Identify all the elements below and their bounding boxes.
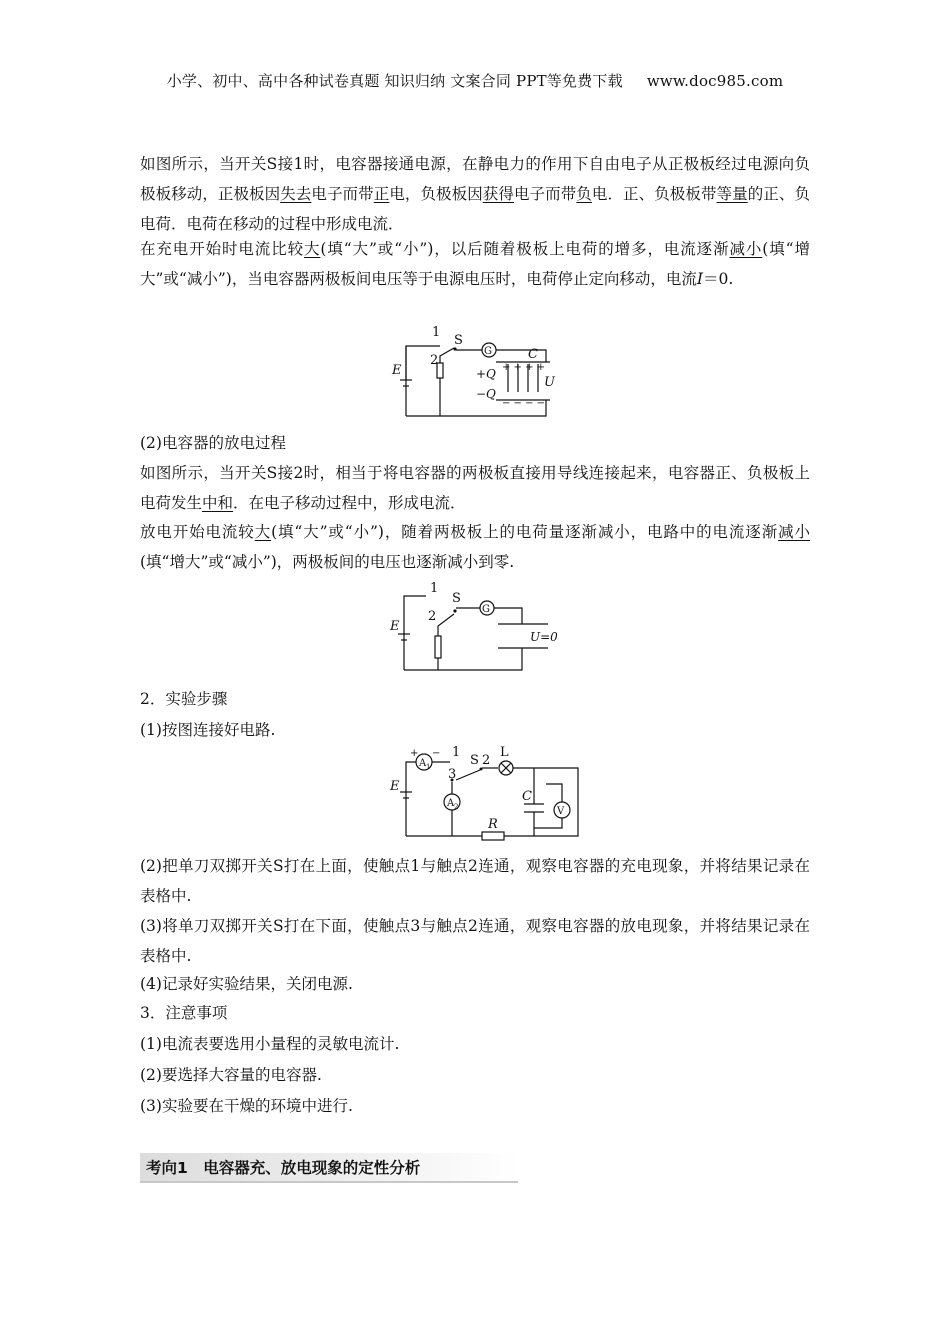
fig1-label-g: G: [484, 346, 492, 357]
fig2-label-s: S: [452, 591, 461, 606]
step-1: (1)按图连接好电路.: [140, 721, 276, 739]
topic-banner-underline: [140, 1181, 518, 1183]
fig2-label-u: U=0: [530, 630, 558, 644]
svg-text:− − − −: − − − −: [502, 398, 546, 409]
charging-circuit-diagram: [388, 322, 568, 422]
fig3-label-e: E: [390, 779, 400, 794]
fig1-label-2: 2: [430, 353, 439, 368]
fig3-label-a1: A: [419, 758, 427, 769]
svg-text:+ + + +: + + + +: [502, 362, 546, 373]
fig1-label-nq: −Q: [476, 387, 496, 401]
fig3-label-2: 2: [482, 753, 491, 768]
fig3-label-v: V: [557, 806, 565, 817]
page-header: [0, 70, 950, 91]
header-site: www.doc985.com: [646, 72, 784, 90]
fig2-label-2: 2: [428, 609, 437, 624]
note-1: (1)电流表要选用小量程的灵敏电流计.: [140, 1035, 400, 1053]
experiment-circuit-diagram: [386, 744, 582, 842]
fig3-label-a1-sub: 1: [426, 763, 431, 771]
steps-heading: 2．实验步骤: [140, 690, 228, 708]
fig3-label-c: C: [522, 789, 532, 804]
fig3-label-minus: −: [432, 748, 441, 759]
note-2: (2)要选择大容量的电容器.: [140, 1066, 322, 1084]
fig3-label-l: L: [500, 745, 509, 760]
fig3-label-1: 1: [452, 745, 461, 760]
header-text: 小学、初中、高中各种试卷真题 知识归纳 文案合同 PPT等免费下载: [166, 72, 623, 90]
topic-banner: [140, 1153, 518, 1187]
discharge-paragraph-2: 放电开始电流较大(填“大”或“小”)，随着两极板上的电荷量逐渐减小，电路中的电流逐渐减小(填“增大”或“减小”)，两极板间的电压也逐渐减小到零.: [140, 523, 810, 571]
fig1-label-1: 1: [432, 325, 441, 340]
discharging-circuit-diagram: [386, 578, 568, 676]
discharge-paragraph-1: 如图所示，当开关S接2时，相当于将电容器的两极板直接用导线连接起来，电容器正、负极板上电荷发生中和．在电子移动过程中，形成电流．: [140, 464, 810, 512]
discharge-heading: (2)电容器的放电过程: [140, 434, 286, 452]
fig1-label-e: E: [392, 363, 402, 378]
fig3-label-s: S: [470, 753, 479, 768]
charge-paragraph-1: 如图所示，当开关S接1时，电容器接通电源，在静电力的作用下自由电子从正极板经过电源向负极板移动，正极板因失去电子而带正电，负极板因获得电子而带负电．正、负极板带等量的正、负电荷．电荷在移动的过程中形成电流．: [140, 155, 810, 233]
fig3-label-r: R: [488, 817, 498, 832]
fig3-label-3: 3: [448, 767, 457, 782]
charge-paragraph-2: 在充电开始时电流比较大(填“大”或“小”)，以后随着极板上电荷的增多，电流逐渐减小(填“增大”或“减小”)，当电容器两极板间电压等于电源电压时，电荷停止定向移动，电流I＝0.: [140, 240, 810, 288]
fig1-label-u: U: [544, 375, 555, 390]
fig2-label-1: 1: [430, 581, 439, 596]
fig1-label-c: C: [528, 347, 538, 362]
fig3-label-a2-sub: 2: [454, 803, 459, 811]
fig2-label-e: E: [390, 619, 400, 634]
fig1-label-s: S: [454, 333, 463, 348]
fig2-label-g: G: [482, 604, 490, 615]
fig3-label-plus: +: [410, 748, 419, 759]
fig1-label-pq: +Q: [476, 367, 496, 381]
step-3: (3)将单刀双掷开关S打在下面，使触点3与触点2连通，观察电容器的放电现象，并将结果记录在表格中.: [140, 917, 810, 965]
notes-heading: 3．注意事项: [140, 1004, 228, 1022]
step-2: (2)把单刀双掷开关S打在上面，使触点1与触点2连通，观察电容器的充电现象，并将结果记录在表格中.: [140, 857, 810, 905]
step-4: (4)记录好实验结果，关闭电源.: [140, 975, 353, 993]
note-3: (3)实验要在干燥的环境中进行.: [140, 1097, 353, 1115]
fig3-label-a2: A: [447, 798, 455, 809]
topic-label: 考向1 电容器充、放电现象的定性分析: [146, 1159, 421, 1177]
